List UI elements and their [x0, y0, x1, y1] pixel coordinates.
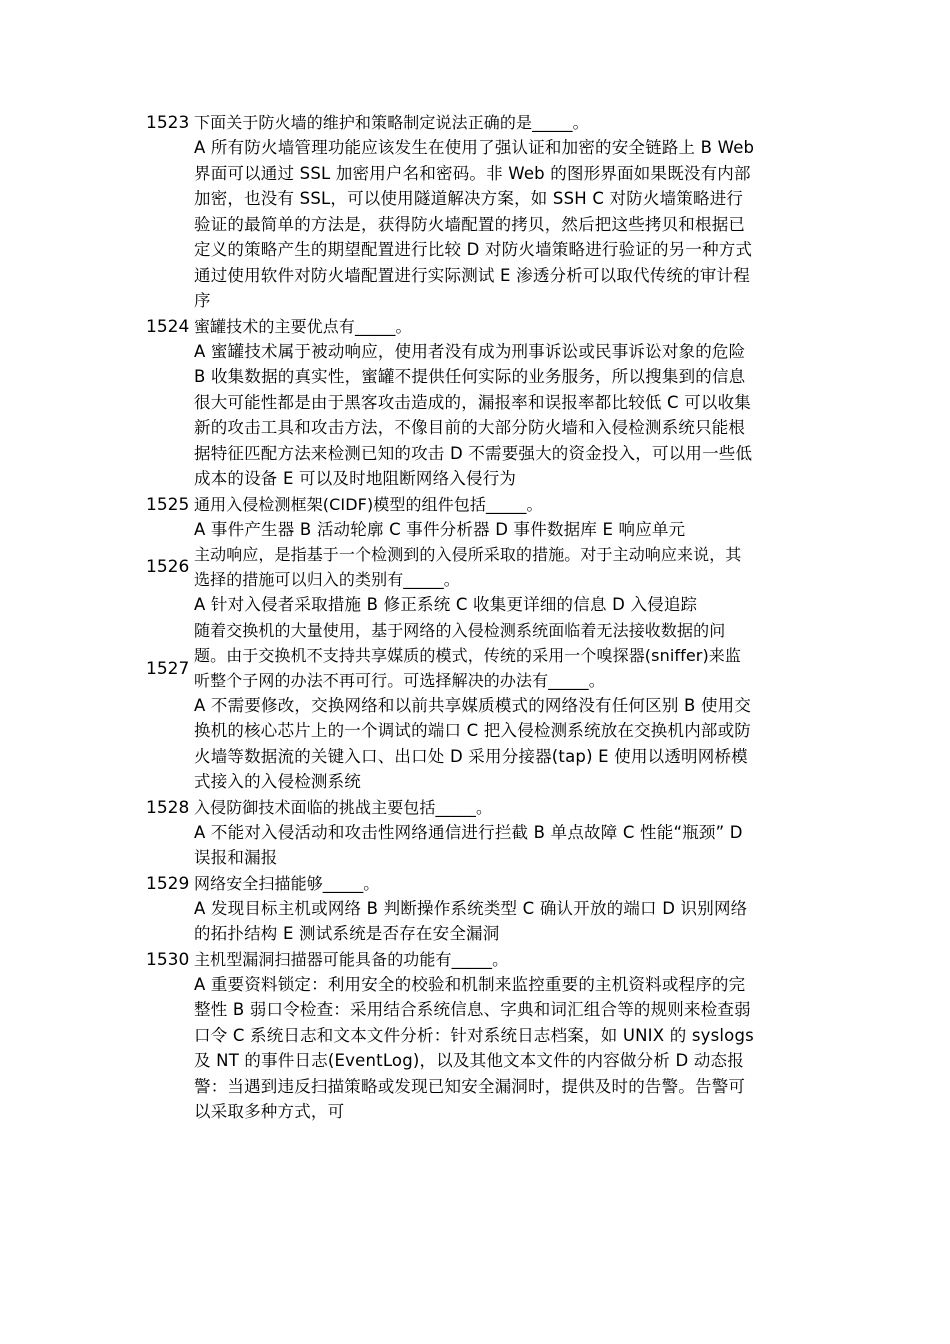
question-number: 1528 — [146, 797, 190, 818]
question-number: 1529 — [146, 873, 190, 894]
question-1525 — [146, 492, 756, 543]
question-1530 — [146, 947, 756, 1125]
question-options: A 蜜罐技术属于被动响应，使用者没有成为刑事诉讼或民事诉讼对象的危险 B 收集数据的真实性，蜜罐不提供任何实际的业务服务，所以搜集到的信息很大可能性都是由于黑客攻击造成的，漏报率和误报率都比较低 C 可以收集新的攻击工具和攻击方法，不像目前的大部分防火墙和入侵检测系统只能根据特征匹配方法来检测已知的攻击 D 不需要强大的资金投入，可以用一些低成本的设备 E 可以及时地阻断网络入侵行为 — [194, 341, 753, 488]
question-1527 — [146, 618, 756, 795]
question-number: 1526 — [146, 557, 190, 577]
question-list — [146, 110, 756, 1125]
question-text: 主机型漏洞扫描器可能具备的功能有_____。 — [194, 949, 509, 969]
question-number: 1524 — [146, 316, 190, 337]
question-options: A 所有防火墙管理功能应该发生在使用了强认证和加密的安全链路上 B Web 界面可以通过 SSL 加密用户名和密码。非 Web 的图形界面如果既没有内部加密，也没有 SSL，可以使用隧道解决方案，如 SSH C 对防火墙策略进行验证的最简单的方法是，获得防火墙配置的拷贝，然后把这些拷贝和根据已定义的策略产生的期望配置进行比较 D 对防火墙策略进行验证的另一种方式通过使用软件对防火墙配置进行实际测试 E 渗透分析可以取代传统的审计程序 — [194, 138, 755, 310]
question-text: 网络安全扫描能够_____。 — [194, 873, 380, 893]
question-1528 — [146, 795, 756, 871]
question-text: 蜜罐技术的主要优点有_____。 — [194, 316, 412, 336]
question-text: 主动响应，是指基于一个检测到的入侵所采取的措施。对于主动响应来说，其选择的措施可以归入的类别有_____。 — [194, 545, 742, 589]
question-options: A 不能对入侵活动和攻击性网络通信进行拦截 B 单点故障 C 性能“瓶颈” D 误报和漏报 — [194, 822, 743, 867]
question-options: A 针对入侵者采取措施 B 修正系统 C 收集更详细的信息 D 入侵追踪 — [194, 595, 698, 614]
question-options: A 不需要修改，交换网络和以前共享媒质模式的网络没有任何区别 B 使用交换机的核心芯片上的一个调试的端口 C 把入侵检测系统放在交换机内部或防火墙等数据流的关键入口、出口处 D 采用分接器(tap) E 使用以透明网桥模式接入的入侵检测系统 — [194, 695, 752, 791]
question-number: 1527 — [146, 658, 190, 679]
question-1524 — [146, 314, 756, 492]
question-text: 随着交换机的大量使用，基于网络的入侵检测系统面临着无法接收数据的问题。由于交换机不支持共享媒质的模式，传统的采用一个嗅探器(sniffer)来监听整个子网的办法不再可行。可选择解决的办法有_____。 — [194, 620, 741, 690]
question-options: A 发现目标主机或网络 B 判断操作系统类型 C 确认开放的端口 D 识别网络的拓扑结构 E 测试系统是否存在安全漏洞 — [194, 898, 748, 943]
question-number: 1525 — [146, 494, 190, 515]
question-options: A 重要资料锁定：利用安全的校验和机制来监控重要的主机资料或程序的完整性 B 弱口令检查：采用结合系统信息、字典和词汇组合等的规则来检查弱口令 C 系统日志和文本文件分析：针对系统日志档案，如 UNIX 的 syslogs 及 NT 的事件日志(EventLog)，以及其他文本文件的内容做分析 D 动态报警：当遇到违反扫描策略或发现已知安全漏洞时，提供及时的告警。告警可以采取多种方式，可 — [194, 974, 754, 1121]
question-1529 — [146, 871, 756, 947]
question-1526 — [146, 542, 756, 618]
question-options: A 事件产生器 B 活动轮廓 C 事件分析器 D 事件数据库 E 响应单元 — [194, 519, 686, 539]
question-1523 — [146, 110, 756, 314]
question-text: 下面关于防火墙的维护和策略制定说法正确的是_____。 — [194, 113, 589, 132]
question-number: 1530 — [146, 949, 190, 970]
question-number: 1523 — [146, 113, 190, 133]
question-text: 通用入侵检测框架(CIDF)模型的组件包括_____。 — [194, 494, 543, 514]
question-text: 入侵防御技术面临的挑战主要包括_____。 — [194, 797, 493, 817]
